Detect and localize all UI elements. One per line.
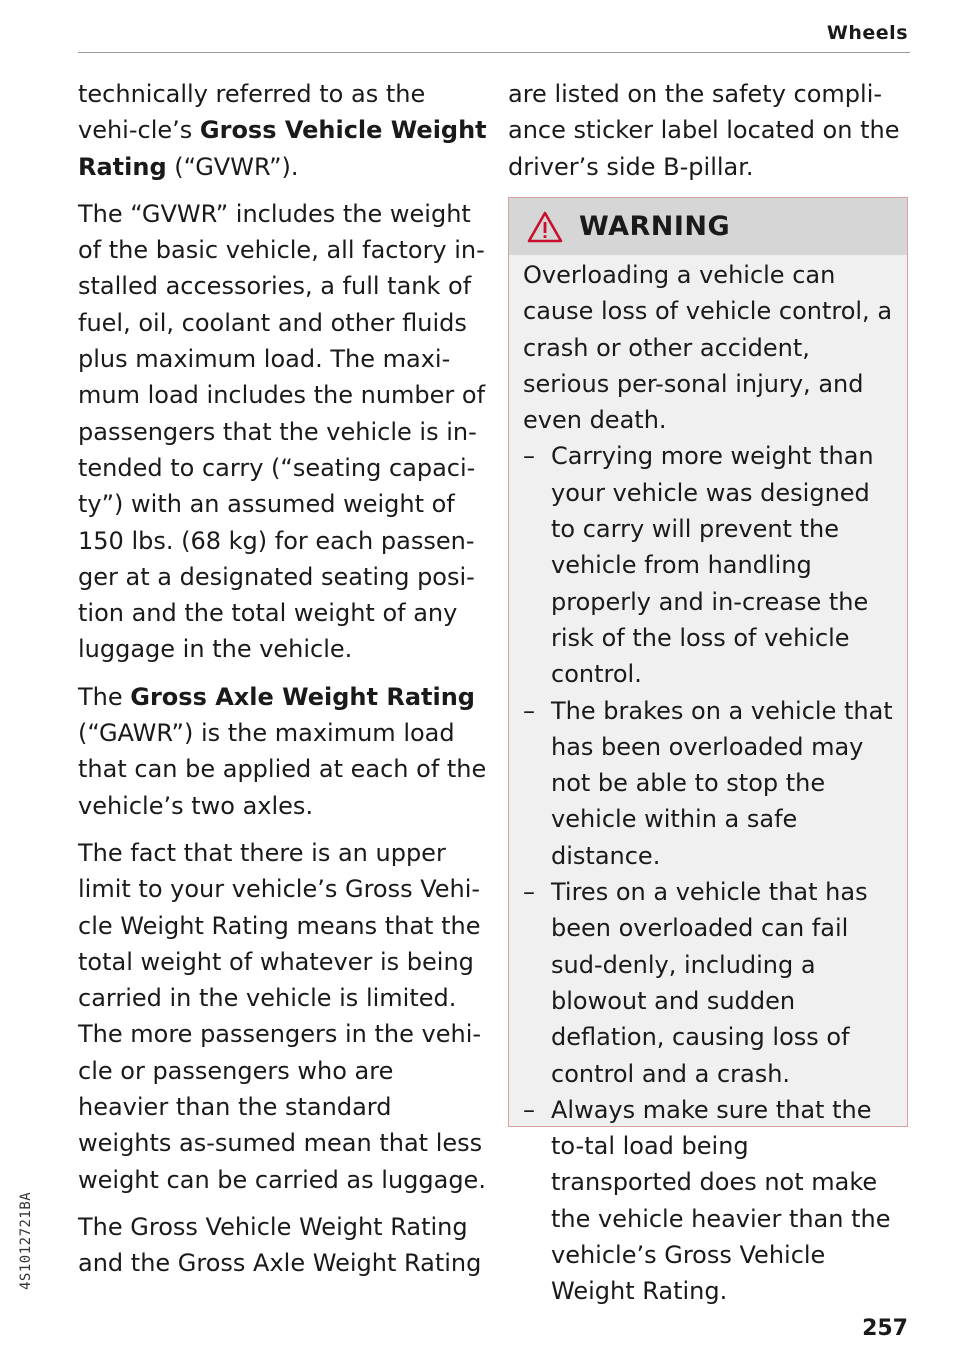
bullet-dash: –: [523, 696, 535, 725]
right-column: [508, 76, 910, 196]
document-code: 4S1012721BA: [18, 1191, 34, 1290]
warning-body: [509, 255, 907, 1310]
warning-title: WARNING: [579, 211, 731, 242]
running-header: Wheels: [826, 22, 908, 44]
paragraph-gvwr-includes: The “GVWR” includes the weight of the basic vehicle, all factory in-stalled accessories, a full tank of fuel, oil, coolant and other fluids plus maximum load. The maxi-mum load includes the number of passengers that the vehicle is in-tended to carry (“seating capaci-ty”) with an assumed weight of 150 lbs. (68 kg) for each passen-ger at a designated seating posi-tion and the total weight of any luggage in the vehicle.: [78, 199, 486, 664]
warning-intro: Overloading a vehicle can cause loss of vehicle control, a crash or other accident, serious per-sonal injury, and even death.: [523, 261, 893, 435]
warning-item: – Always make sure that the to-tal load being transported does not make the vehicle heavier than the vehicle’s Gross Vehicle Weight Rating.: [523, 1092, 895, 1310]
term-gawr: Gross Axle Weight Rating: [130, 682, 475, 711]
paragraph-gawr: The Gross Axle Weight Rating (“GAWR”) is the maximum load that can be applied at each of the vehicle’s two axles.: [78, 682, 487, 820]
paragraph-ratings-listed: The Gross Vehicle Weight Rating and the Gross Axle Weight Rating: [78, 1212, 482, 1278]
warning-item: – Carrying more weight than your vehicle was designed to carry will prevent the vehicle from handling properly and in-crease the risk of the loss of vehicle control.: [523, 438, 895, 692]
bullet-dash: –: [523, 1095, 535, 1124]
warning-item: – The brakes on a vehicle that has been overloaded may not be able to stop the vehicle within a safe distance.: [523, 693, 895, 874]
paragraph-gvwr-definition: technically referred to as the vehi-cle’s Gross Vehicle Weight Rating (“GVWR”).: [78, 80, 487, 181]
term-gvwr: Gross Vehicle Weight Rating: [78, 116, 487, 181]
page-number: 257: [862, 1316, 908, 1341]
warning-triangle-icon: [527, 211, 563, 243]
bullet-dash: –: [523, 878, 535, 907]
paragraph-sticker-location: are listed on the safety compli-ance sticker label located on the driver’s side B-pillar.: [508, 80, 900, 181]
bullet-dash: –: [523, 442, 535, 471]
left-column: [78, 76, 488, 1293]
warning-box: [508, 197, 908, 1306]
warning-header: [509, 198, 907, 255]
warning-item: – Tires on a vehicle that has been overloaded can fail sud-denly, including a blowout and sudden deflation, causing loss of control and a crash.: [523, 874, 895, 1092]
header-rule: [78, 52, 910, 53]
paragraph-upper-limit: The fact that there is an upper limit to your vehicle’s Gross Vehi-cle Weight Rating means that the total weight of whatever is being carried in the vehicle is limited. The more passengers in the vehi-cle or passengers who are heavier than the standard weights as-sumed mean that less weight can be carried as luggage.: [78, 838, 486, 1194]
